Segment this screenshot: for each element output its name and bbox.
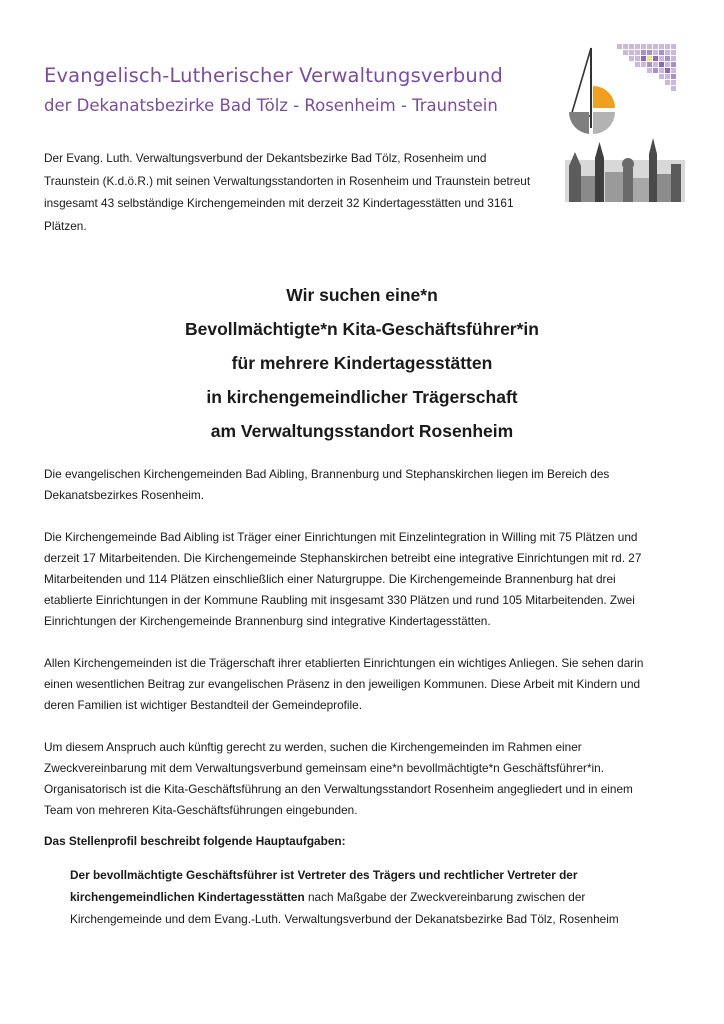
job-headline: Wir suchen eine*n Bevollmächtigte*n Kita-Geschäftsführer*in für mehrere Kindertagesstätten in kirchengemeindlicher Trägerschaft am Verwaltungsstandort Rosenheim: [185, 285, 539, 441]
mosaic-pattern: [617, 44, 676, 91]
cross-quadrants: [593, 86, 615, 108]
congregations-paragraph: Die Kirchengemeinde Bad Aibling ist Träger einer Einrichtungen mit Einzelintegration in Willing mit 75 Plätzen und derzeit 17 Mitarbeitenden. Die Kirchengemeinde Stephanskirchen betreibt eine integrative Einrichtungen mit rd. 27 Mitarbeitenden und 114 Plätzen einschließlich einer Naturgruppe. Die Kirchengemeinde Brannenburg hat drei etablierte Einrichtungen in der Kommune Raubling mit insgesamt 330 Plätzen und rund 105 Mitarbeitenden. Zwei Einrichtungen der Kirchengemeinde Brannenburg sind integrative Kindertagesstätten.: [44, 530, 642, 628]
organization-subtitle: der Dekanatsbezirke Bad Tölz - Rosenheim - Traunstein: [44, 96, 498, 115]
mission-paragraph: Allen Kirchengemeinden ist die Trägerschaft ihrer etablierten Einrichtungen ein wichtiges Anliegen. Sie sehen darin einen wesentlichen Beitrag zur evangelischen Präsenz in den jeweiligen Kommunen. Diese Arbeit mit Kindern und deren Familien ist wichtiger Bestandteil der Gemeindeprofile.: [44, 656, 644, 712]
town-skyline-image: [565, 138, 685, 202]
region-paragraph: Die evangelischen Kirchengemeinden Bad Aibling, Brannenburg und Stephanskirchen liegen im Bereich des Dekanatsbezirkes Rosenheim.: [44, 467, 610, 502]
task-paragraph: Der bevollmächtigte Geschäftsführer ist Vertreter des Trägers und rechtlicher Vertreter der kirchengemeindlichen Kindertagesstätten nach Maßgabe der Zweckvereinbarung zwischen der Kirchengemeinde und dem Evang.-Luth. Verwaltungsverbund der Dekanatsbezirke Bad Tölz, Rosenheim: [70, 868, 619, 926]
search-paragraph: Um diesem Anspruch auch künftig gerecht zu werden, suchen die Kirchengemeinden im Rahmen einer Zweckvereinbarung mit dem Verwaltungsverbund gemeinsam eine*n bevollmächtigte*n Geschäftsführer*in. Organisatorisch ist die Kita-Geschäftsführung an den Verwaltungsstandort Rosenheim angegliedert und in einem Team von mehreren Kita-Geschäftsführungen eingebunden.: [44, 740, 633, 817]
profile-heading: Das Stellenprofil beschreibt folgende Hauptaufgaben:: [44, 834, 346, 848]
sail-shape: [571, 48, 591, 116]
organization-title: Evangelisch-Lutherischer Verwaltungsverbund: [44, 64, 503, 87]
intro-paragraph: Der Evang. Luth. Verwaltungsverbund der Dekantsbezirke Bad Tölz, Rosenheim und Traunstein (K.d.ö.R.) mit seinen Verwaltungsstandorten in Rosenheim und Traunstein betreut insgesamt 43 selbständige Kirchengemeinden mit derzeit 32 Kindertagesstätten und 3161 Plätzen.: [44, 151, 531, 233]
church-logo: [565, 42, 685, 202]
